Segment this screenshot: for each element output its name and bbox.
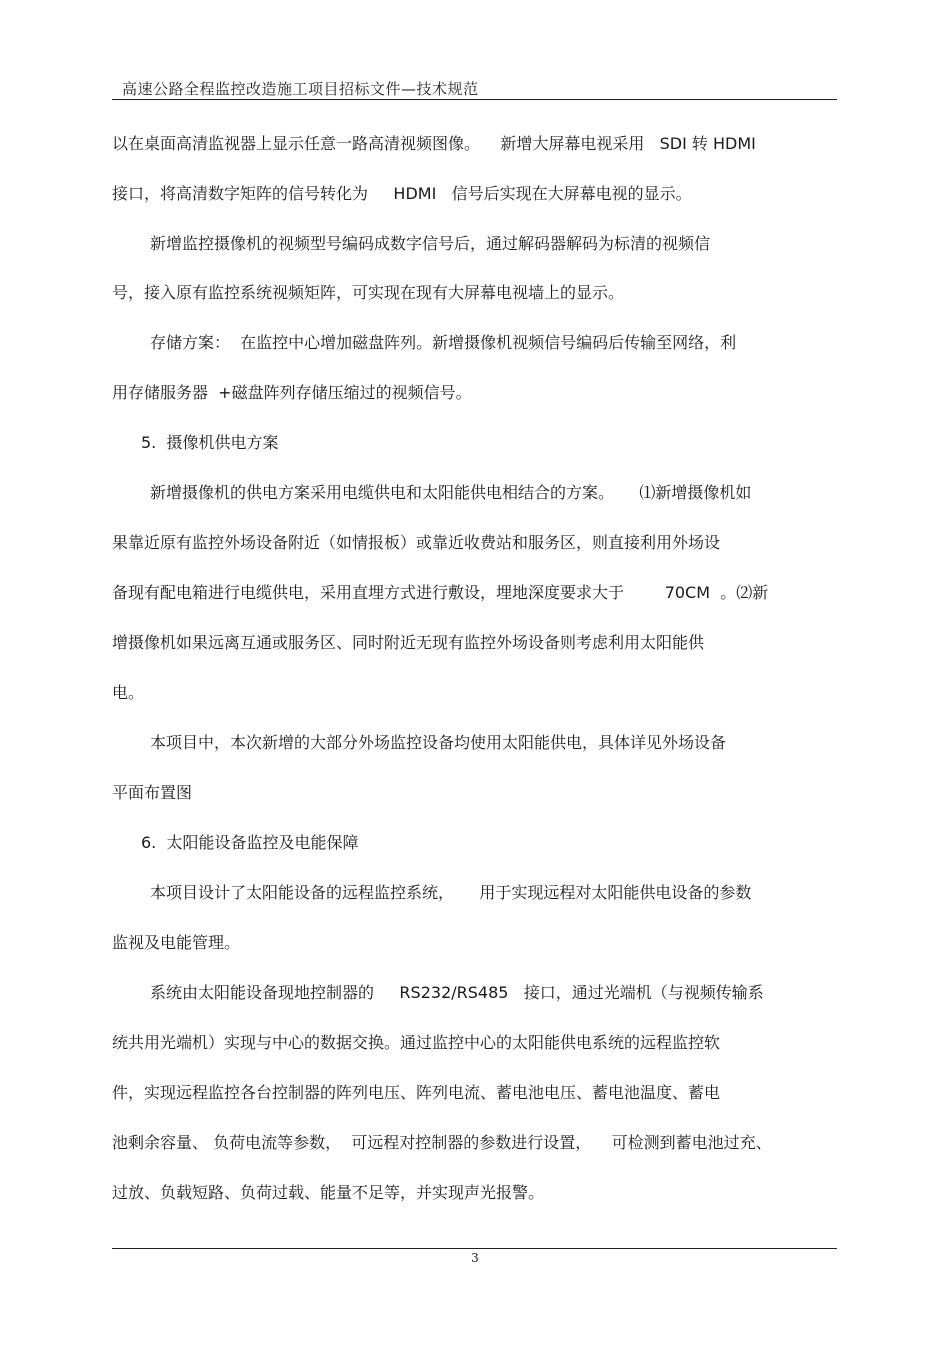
text-line: 电。 [112, 683, 145, 702]
text-line: 果靠近原有监控外场设备附近（如情报板）或靠近收费站和服务区，则直接利用外场设 [112, 533, 721, 552]
text-line: 本项目中，本次新增的大部分外场监控设备均使用太阳能供电，具体详见外场设备 [150, 733, 727, 752]
section-heading: 5. 摄像机供电方案 [141, 433, 279, 452]
text-line: 号，接入原有监控系统视频矩阵，可实现在现有大屏幕电视墙上的显示。 [112, 283, 625, 302]
text-line: 接口，将高清数字矩阵的信号转化为 HDMI 信号后实现在大屏幕电视的显示。 [112, 184, 692, 203]
text-line: 用存储服务器 +磁盘阵列存储压缩过的视频信号。 [112, 383, 472, 402]
page-header-title: 高速公路全程监控改造施工项目招标文件—技术规范 [122, 80, 479, 98]
text-line: 过放、负载短路、负荷过载、能量不足等，并实现声光报警。 [112, 1183, 545, 1202]
page-number: 3 [471, 1251, 479, 1265]
text-line: 件，实现远程监控各台控制器的阵列电压、阵列电流、蓄电池电压、蓄电池温度、蓄电 [112, 1083, 721, 1102]
text-line: 新增摄像机的供电方案采用电缆供电和太阳能供电相结合的方案。 ⑴新增摄像机如 [150, 483, 752, 502]
text-line: 监视及电能管理。 [112, 933, 241, 952]
section-heading: 6. 太阳能设备监控及电能保障 [141, 833, 359, 852]
text-line: 系统由太阳能设备现地控制器的 RS232/RS485 接口，通过光端机（与视频传输系 [150, 983, 764, 1002]
text-line: 本项目设计了太阳能设备的远程监控系统， 用于实现远程对太阳能供电设备的参数 [150, 883, 752, 902]
text-line: 池剩余容量、 负荷电流等参数， 可远程对控制器的参数进行设置， 可检测到蓄电池过充、 [112, 1133, 772, 1152]
text-line: 备现有配电箱进行电缆供电，采用直埋方式进行敷设，埋地深度要求大于 70CM 。⑵新 [112, 583, 769, 602]
text-line: 以在桌面高清监视器上显示任意一路高清视频图像。 新增大屏幕电视采用 SDI 转 HDMI [112, 134, 756, 153]
header-rule [112, 99, 837, 100]
text-line: 新增监控摄像机的视频型号编码成数字信号后，通过解码器解码为标清的视频信 [150, 234, 711, 253]
text-line: 统共用光端机）实现与中心的数据交换。通过监控中心的太阳能供电系统的远程监控软 [112, 1033, 721, 1052]
footer-rule [112, 1248, 837, 1249]
text-line: 增摄像机如果远离互通或服务区、同时附近无现有监控外场设备则考虑利用太阳能供 [112, 633, 705, 652]
text-line: 平面布置图 [112, 783, 193, 802]
text-line: 存储方案： 在监控中心增加磁盘阵列。新增摄像机视频信号编码后传输至网络，利 [150, 333, 737, 352]
